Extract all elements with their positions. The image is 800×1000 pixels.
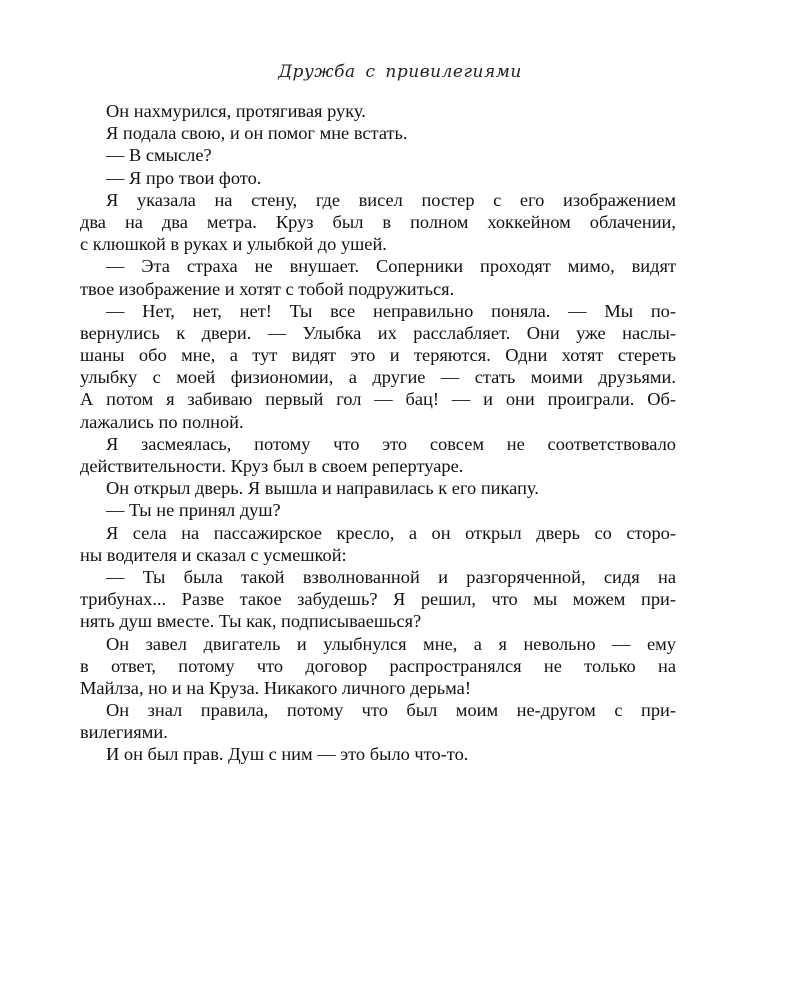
text-line: твое изображение и хотят с тобой подружиться. bbox=[80, 278, 455, 299]
text-line: — В смысле? bbox=[106, 145, 212, 166]
body-text bbox=[80, 100, 676, 766]
text-line: Он открыл дверь. Я вышла и направилась к его пикапу. bbox=[106, 478, 539, 499]
text-line: вилегиями. bbox=[80, 722, 168, 743]
text-line: улыбку с моей физиономии, а другие — стать моими друзьями. bbox=[80, 367, 676, 388]
text-line: шаны обо мне, а тут видят это и теряются. Одни хотят стереть bbox=[80, 345, 676, 366]
text-line: — Я про твои фото. bbox=[106, 167, 262, 188]
text-line: — Эта страха не внушает. Соперники проходят мимо, видят bbox=[106, 256, 676, 277]
text-line: Майлза, но и на Круза. Никакого личного дерьма! bbox=[80, 677, 471, 698]
text-line: — Ты не принял душ? bbox=[106, 500, 281, 521]
text-line: два на два метра. Круз был в полном хоккейном облачении, bbox=[80, 211, 676, 232]
text-line: с клюшкой в руках и улыбкой до ушей. bbox=[80, 234, 387, 255]
text-line: А потом я забиваю первый гол — бац! — и они проиграли. Об- bbox=[80, 389, 676, 410]
text-line: ны водителя и сказал с усмешкой: bbox=[80, 544, 347, 565]
text-line: — Ты была такой взволнованной и разгоряченной, сидя на bbox=[106, 566, 676, 587]
text-line: вернулись к двери. — Улыбка их расслабляет. Они уже наслы- bbox=[80, 322, 676, 343]
text-line: Я подала свою, и он помог мне встать. bbox=[106, 123, 408, 144]
text-line: Я засмеялась, потому что это совсем не соответствовало bbox=[106, 433, 676, 454]
text-line: И он был прав. Душ с ним — это было что-то. bbox=[106, 744, 469, 765]
text-line: трибунах... Разве такое забудешь? Я решил, что мы можем при- bbox=[80, 589, 676, 610]
text-line: нять душ вместе. Ты как, подписываешься? bbox=[80, 611, 422, 632]
text-line: Он знал правила, потому что был моим не-другом с при- bbox=[106, 700, 676, 721]
text-line: — Нет, нет, нет! Ты все неправильно поняла. — Мы по- bbox=[106, 300, 676, 321]
text-line: Я указала на стену, где висел постер с его изображением bbox=[106, 189, 676, 210]
text-line: Он завел двигатель и улыбнулся мне, а я невольно — ему bbox=[106, 633, 676, 654]
text-line: действительности. Круз был в своем репертуаре. bbox=[80, 456, 464, 476]
running-head: Дружба с привилегиями bbox=[278, 62, 522, 82]
text-line: в ответ, потому что договор распространялся не только на bbox=[80, 655, 676, 676]
text-line: лажались по полной. bbox=[80, 411, 244, 432]
text-line: Он нахмурился, протягивая руку. bbox=[106, 101, 366, 121]
text-line: Я села на пассажирское кресло, а он открыл дверь со сторо- bbox=[106, 522, 676, 543]
